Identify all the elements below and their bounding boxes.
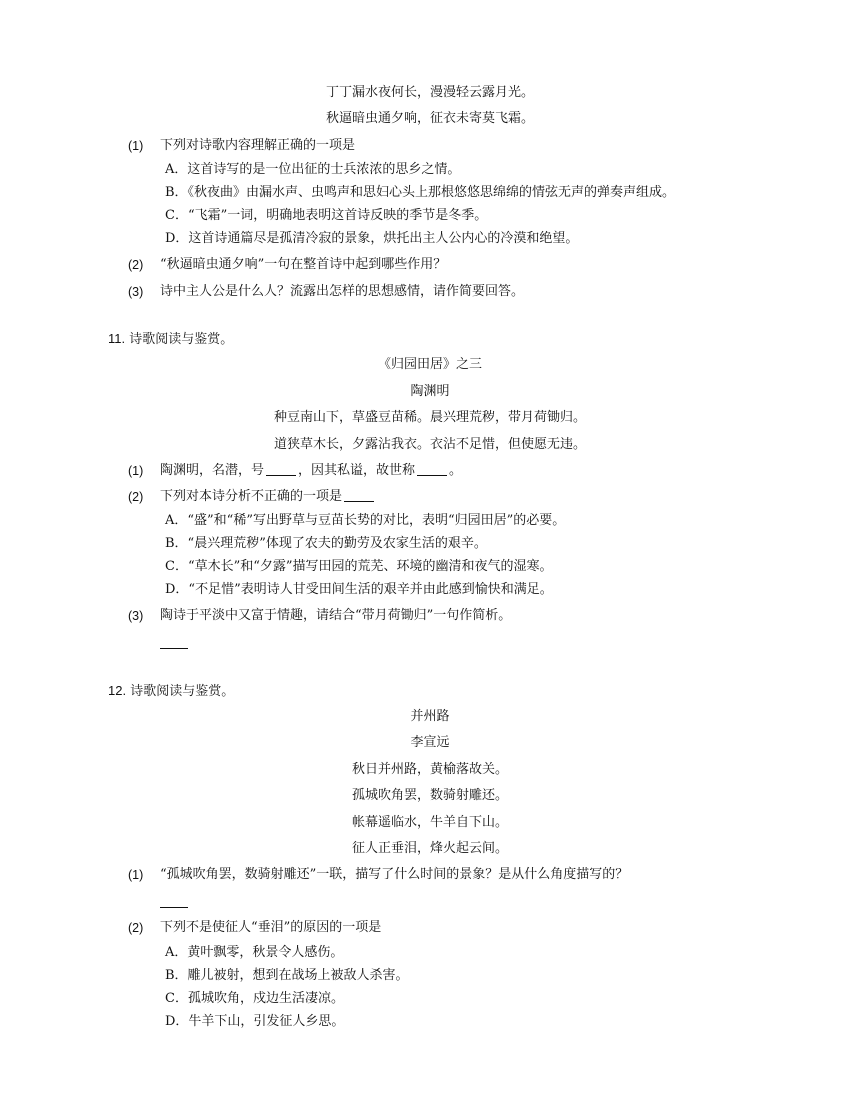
answer-blank[interactable] xyxy=(160,648,188,649)
option-c: C．孤城吹角，戍边生活凄凉。 xyxy=(165,991,344,1006)
answer-blank[interactable] xyxy=(266,462,296,476)
sub-question-text: 下列不是使征人“垂泪”的原因的一项是 xyxy=(160,920,382,935)
option-d: D．牛羊下山，引发征人乡思。 xyxy=(165,1014,345,1029)
poem-author: 陶渊明 xyxy=(410,384,450,399)
sub-question-text-part: 陶渊明，名潜，号 xyxy=(160,463,265,478)
sub-question-text: “孤城吹角罢，数骑射雕还”一联，描写了什么时间的景象？是从什么角度描写的？ xyxy=(160,867,629,882)
sub-question-text: “秋逼暗虫通夕响”一句在整首诗中起到哪些作用？ xyxy=(160,257,447,272)
poem-author: 李宣远 xyxy=(410,735,450,750)
option-a: A．“盛”和“稀”写出野草与豆苗长势的对比，表明“归园田居”的必要。 xyxy=(165,513,566,528)
answer-blank[interactable] xyxy=(160,907,188,908)
option-c: C．“飞霜”一词，明确地表明这首诗反映的季节是冬季。 xyxy=(165,208,488,223)
question-heading xyxy=(108,682,234,701)
option-a: A．这首诗写的是一位出征的士兵浓浓的思乡之情。 xyxy=(165,162,461,177)
poem-title: 《归园田居》之三 xyxy=(377,357,482,372)
sub-question-number: (1) xyxy=(128,464,144,478)
option-d: D．这首诗通篇尽是孤清冷寂的景象，烘托出主人公内心的冷漠和绝望。 xyxy=(165,231,579,246)
sub-question-number: (3) xyxy=(128,285,144,299)
sub-question-number: (2) xyxy=(128,258,144,272)
option-b: B．《秋夜曲》由漏水声、虫鸣声和思妇心头上那根悠悠思绵绵的情弦无声的弹奏声组成。 xyxy=(165,185,676,200)
poem-title: 并州路 xyxy=(410,709,450,724)
answer-blank[interactable] xyxy=(417,462,447,476)
sub-question-number: (3) xyxy=(128,609,144,623)
sub-question-text: 陶诗于平淡中又富于情趣，请结合“带月荷锄归”一句作简析。 xyxy=(160,608,512,623)
sub-question-number: (2) xyxy=(128,490,144,504)
answer-blank[interactable] xyxy=(344,488,374,502)
poem-line: 道狭草木长，夕露沾我衣。衣沾不足惜，但使愿无违。 xyxy=(273,437,586,452)
option-d: D．“不足惜”表明诗人甘受田间生活的艰辛并由此感到愉快和满足。 xyxy=(165,582,553,597)
sub-question-text-part: 。 xyxy=(449,463,463,478)
sub-question-number: (1) xyxy=(128,139,144,153)
poem-line: 征人正垂泪，烽火起云间。 xyxy=(351,841,508,856)
question-heading-text: 诗歌阅读与鉴赏。 xyxy=(130,684,235,699)
poem-line: 秋逼暗虫通夕响，征衣未寄莫飞霜。 xyxy=(325,111,534,126)
sub-question-number: (1) xyxy=(128,868,144,882)
poem-line: 孤城吹角罢，数骑射雕还。 xyxy=(351,788,508,803)
option-b: B．雕儿被射，想到在战场上被敌人杀害。 xyxy=(165,968,409,983)
poem-line: 帐幕遥临水，牛羊自下山。 xyxy=(351,815,508,830)
option-a: A．黄叶飘零，秋景令人感伤。 xyxy=(165,945,344,960)
question-number: 12. xyxy=(108,683,127,698)
question-heading xyxy=(108,330,233,349)
sub-question-text-part: 下列对本诗分析不正确的一项是 xyxy=(160,489,343,504)
sub-question-text xyxy=(160,488,376,506)
sub-question-text: 下列对诗歌内容理解正确的一项是 xyxy=(160,138,356,153)
sub-question-number: (2) xyxy=(128,921,144,935)
question-number: 11. xyxy=(108,331,126,346)
sub-question-text: 诗中主人公是什么人？流露出怎样的思想感情，请作简要回答。 xyxy=(160,284,525,299)
poem-line: 种豆南山下，草盛豆苗稀。晨兴理荒秽，带月荷锄归。 xyxy=(273,410,586,425)
option-b: B．“晨兴理荒秽”体现了农夫的勤劳及农家生活的艰辛。 xyxy=(165,536,487,551)
option-c: C．“草木长”和“夕露”描写田园的荒芜、环境的幽清和夜气的湿寒。 xyxy=(165,559,553,574)
poem-line: 秋日并州路，黄榆落故关。 xyxy=(351,762,508,777)
question-heading-text: 诗歌阅读与鉴赏。 xyxy=(129,332,234,347)
poem-line: 丁丁漏水夜何长，漫漫轻云露月光。 xyxy=(325,85,534,100)
sub-question-text xyxy=(160,462,462,480)
sub-question-text-part: ，因其私谥，故世称 xyxy=(298,463,416,478)
